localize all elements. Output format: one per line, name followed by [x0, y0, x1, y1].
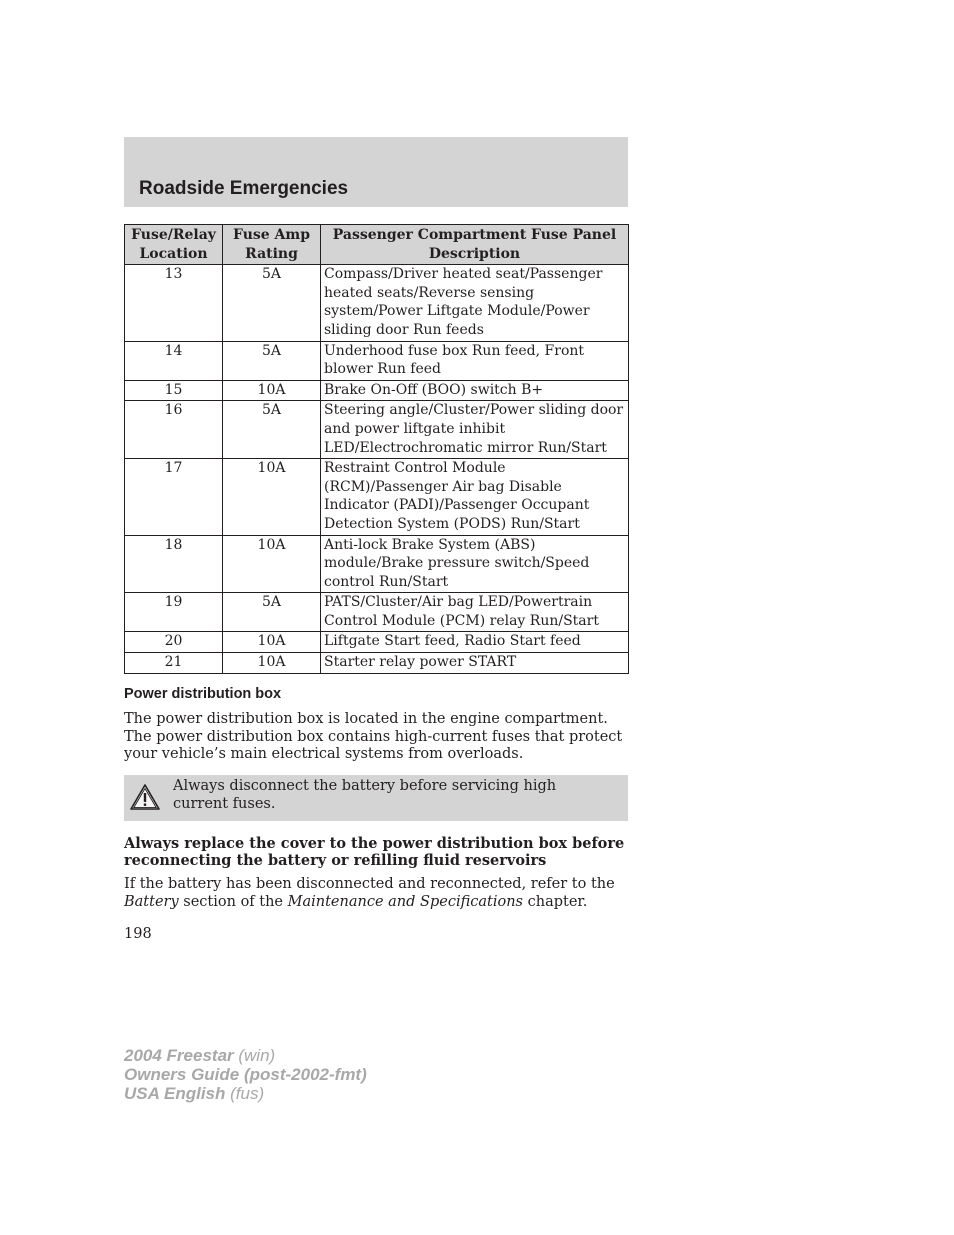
page-title: Roadside Emergencies [139, 178, 349, 199]
footer-model: 2004 Freestar [124, 1046, 234, 1065]
footer-language: USA English [124, 1084, 226, 1103]
footer-line-1 [124, 1046, 367, 1065]
cell-location: 18 [125, 535, 223, 593]
cell-rating: 5A [223, 593, 321, 632]
cell-location: 13 [125, 265, 223, 341]
cell-location: 21 [125, 653, 223, 674]
cell-description: PATS/Cluster/Air bag LED/Powertrain Control Module (PCM) relay Run/Start [321, 593, 629, 632]
cell-rating: 10A [223, 380, 321, 401]
text-segment: chapter. [523, 893, 588, 910]
cell-location: 14 [125, 341, 223, 380]
table-row [125, 380, 629, 401]
table-header-row [125, 225, 629, 265]
fuse-table [124, 224, 629, 674]
cell-rating: 5A [223, 401, 321, 459]
battery-reference-paragraph [124, 876, 628, 911]
column-header-location: Fuse/Relay Location [125, 225, 223, 265]
warning-triangle-icon [129, 783, 161, 811]
cell-description: Compass/Driver heated seat/Passenger heated seats/Reverse sensing system/Power Liftgate Module/Power sliding door Run feeds [321, 265, 629, 341]
cell-rating: 10A [223, 632, 321, 653]
table-row [125, 401, 629, 459]
footer-guide: Owners Guide (post-2002-fmt) [124, 1065, 367, 1084]
column-header-rating: Fuse Amp Rating [223, 225, 321, 265]
cell-description: Underhood fuse box Run feed, Front blower Run feed [321, 341, 629, 380]
cell-location: 15 [125, 380, 223, 401]
table-row [125, 593, 629, 632]
warning-text: Always disconnect the battery before servicing high current fuses. [173, 778, 557, 812]
cell-rating: 5A [223, 265, 321, 341]
table-row [125, 265, 629, 341]
intro-paragraph: The power distribution box is located in the engine compartment. The power distribution box contains high-current fuses that protect your vehicle’s main electrical systems from overloads. [124, 711, 623, 762]
cell-description: Liftgate Start feed, Radio Start feed [321, 632, 629, 653]
column-header-description: Passenger Compartment Fuse Panel Description [321, 225, 629, 265]
cell-description: Brake On-Off (BOO) switch B+ [321, 380, 629, 401]
cell-description: Anti-lock Brake System (ABS) module/Brake pressure switch/Speed control Run/Start [321, 535, 629, 593]
cell-description: Restraint Control Module (RCM)/Passenger Air bag Disable Indicator (PADI)/Passenger Occupant Detection System (PODS) Run/Start [321, 459, 629, 535]
battery-section-reference: Battery [124, 893, 179, 910]
page-number: 198 [124, 926, 152, 942]
cell-rating: 5A [223, 341, 321, 380]
header-band [124, 137, 628, 207]
footer-line-3 [124, 1084, 367, 1103]
chapter-reference: Maintenance and Specifications [287, 893, 523, 910]
text-segment: section of the [178, 893, 288, 910]
table-row [125, 535, 629, 593]
text-segment: If the battery has been disconnected and reconnected, refer to the [124, 876, 615, 892]
cell-location: 16 [125, 401, 223, 459]
cell-description: Steering angle/Cluster/Power sliding door and power liftgate inhibit LED/Electrochromatic mirror Run/Start [321, 401, 629, 459]
table-row [125, 653, 629, 674]
cell-location: 17 [125, 459, 223, 535]
footer-model-code: (win) [233, 1046, 276, 1065]
footer-language-code: (fus) [225, 1084, 265, 1103]
table-row [125, 341, 629, 380]
cell-description: Starter relay power START [321, 653, 629, 674]
cover-instruction: Always replace the cover to the power distribution box before reconnecting the battery or refilling fluid reservoirs [124, 835, 625, 869]
table-body [125, 265, 629, 673]
section-heading: Power distribution box [124, 686, 282, 702]
cell-location: 19 [125, 593, 223, 632]
table-row [125, 632, 629, 653]
cell-rating: 10A [223, 535, 321, 593]
footer-line-2 [124, 1065, 367, 1084]
cell-rating: 10A [223, 459, 321, 535]
cell-location: 20 [125, 632, 223, 653]
warning-box [124, 775, 628, 821]
table-row [125, 459, 629, 535]
footer [124, 1046, 367, 1103]
cell-rating: 10A [223, 653, 321, 674]
